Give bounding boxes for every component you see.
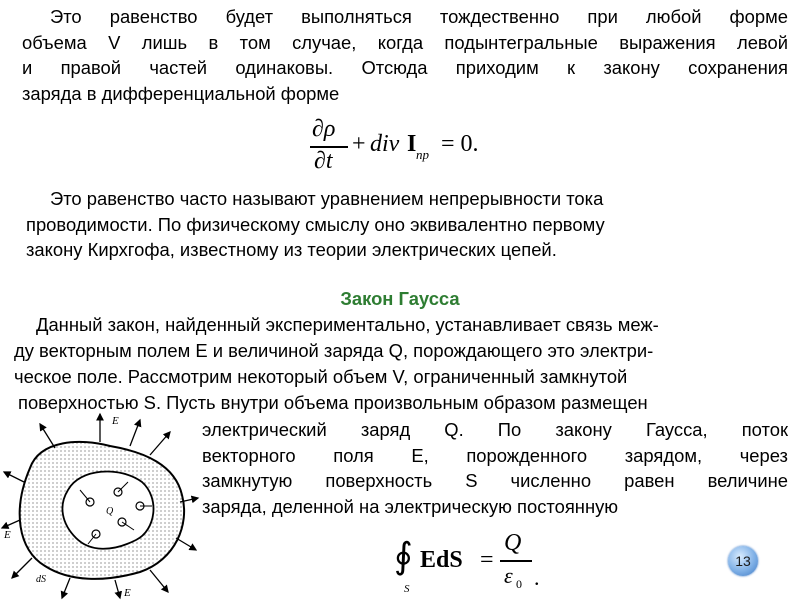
label-e-bottom: E [124,587,131,599]
eq2-denominator: ε [504,563,513,588]
gauss-surface-figure [0,410,200,600]
text-line: векторного поля E, порожденного зарядом, через [202,444,788,466]
eq2-body: EdS [420,547,463,573]
label-q: Q [106,506,114,517]
eq1-subscript: пр [416,147,429,162]
eq2-equals: = [480,547,494,573]
text-line: поверхностью S. Пусть внутри объема произвольным образом размещен [18,392,648,413]
label-e-top: E [112,415,119,427]
text-line: ду векторным полем E и величиной заряда Q, порождающего это электри- [14,340,654,361]
label-ds: dS [36,574,46,585]
continuity-equation [310,116,510,178]
eq1-div: div [370,131,400,157]
text-line: заряда в дифференциальной форме [22,82,340,104]
text-line: закону Кирхгофа, известному из теории электрических цепей. [26,239,557,260]
eq2-lower-limit: S [404,583,410,595]
eq2-fraction-bar [500,560,532,562]
eq1-vector-i: I [407,131,417,157]
eq1-plus: + [352,131,366,157]
text-line: объема V лишь в том случае, когда подынтегральные выражения левой [22,31,788,53]
eq2-denominator-sub: 0 [516,577,522,591]
page-number-badge: 13 [728,546,758,576]
eq2-numerator: Q [504,530,522,556]
eq2-contour-integral: ∮ [394,536,413,576]
text-line: электрический заряд Q. По закону Гаусса, поток [202,419,788,440]
text-line: заряда, деленной на электрическую постоянную [202,495,619,517]
paragraph-conservation-intro [22,4,788,106]
eq1-denominator: ∂t [314,148,333,174]
text-line: Данный закон, найденный экспериментально, устанавливает связь меж- [36,314,659,335]
text-line: и правой частей одинаковы. Отсюда приходим к закону сохранения [22,57,788,78]
text-line: Это равенство будет выполняться тождественно при любой форме [50,6,788,27]
label-e-left: E [4,529,11,541]
text-line: замкнутую поверхность S численно равен величине [202,470,788,491]
paragraph-continuity-meaning [26,186,746,263]
section-heading: Закон Гаусса [340,288,460,309]
eq1-rhs: = 0. [441,131,479,157]
text-line: проводимости. По физическому смыслу оно эквивалентно первому [26,213,605,235]
gauss-equation [394,527,564,597]
eq2-period: . [534,565,540,590]
paragraph-gauss-statement [202,417,788,519]
text-line: Это равенство часто называют уравнением непрерывности тока [50,188,604,209]
text-line: ческое поле. Рассмотрим некоторый объем V, ограниченный замкнутой [14,366,628,387]
eq1-numerator: ∂ρ [312,116,336,142]
